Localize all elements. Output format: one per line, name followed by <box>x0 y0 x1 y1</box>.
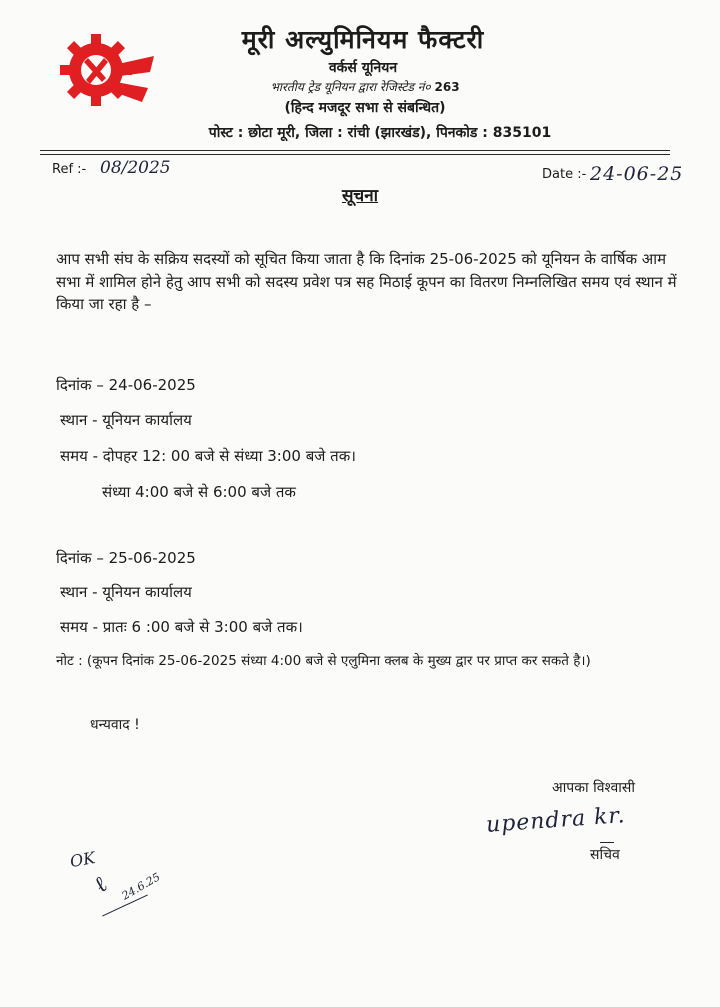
initial-mark: ℓ <box>89 872 113 898</box>
org-subtitle: वर्कर्स यूनियन <box>328 60 398 76</box>
schedule-1-date: दिनांक – 24-06-2025 <box>56 376 196 394</box>
note: नोट : (कूपन दिनांक 25-06-2025 संध्या 4:00 बजे से एलुमिना क्लब के मुख्य द्वार पर प्राप्त कर सकते है।) <box>56 653 591 669</box>
schedule-2-time: समय - प्रातः 6 :00 बजे से 3:00 बजे तक। <box>60 618 303 636</box>
union-logo <box>58 28 158 110</box>
notice-body: आप सभी संघ के सक्रिय सदस्यों को सूचित किया जाता है कि दिनांक 25-06-2025 को यूनियन के वार्षिक आम सभा में शामिल होने हेतु आप सभी को सदस्य प्रवेश पत्र सह मिठाई कूपन का वितरण निम्नलिखित समय एवं स्थान में किया जा रहा है – <box>56 250 677 313</box>
registration-line <box>200 78 530 95</box>
ref-label: Ref :- <box>52 162 87 177</box>
registration-prefix: भारतीय ट्रेड यूनियन द्वारा रेजिस्टेड नं० <box>270 80 431 94</box>
org-name: मूरी अल्युमिनियम फैक्टरी <box>241 25 485 54</box>
signature: upendra kr. <box>485 803 627 838</box>
header-divider-2 <box>40 154 670 155</box>
closing: आपका विश्वासी <box>552 780 635 796</box>
ok-mark: OK <box>68 847 97 872</box>
schedule-1-time-extra: संध्या 4:00 बजे से 6:00 बजे तक <box>102 483 296 501</box>
designation: सचिव <box>590 847 620 863</box>
affiliation: (हिन्द मजदूर सभा से संबन्धित) <box>284 100 446 116</box>
notice-title: सूचना <box>341 186 379 206</box>
thanks: धन्यवाद ! <box>90 717 140 733</box>
header-divider <box>40 150 670 151</box>
ref-number: 08/2025 <box>100 158 171 178</box>
schedule-1-time: समय - दोपहर 12: 00 बजे से संध्या 3:00 बजे तक। <box>60 447 356 465</box>
signature-dash <box>600 842 614 843</box>
initial-date: 24.6.25 <box>119 870 163 903</box>
schedule-1-place: स्थान - यूनियन कार्यालय <box>60 411 192 429</box>
schedule-2-place: स्थान - यूनियन कार्यालय <box>60 583 192 601</box>
address: पोस्ट : छोटा मूरी, जिला : रांची (झारखंड), पिनकोड : 835101 <box>208 125 552 141</box>
date-label: Date :- <box>542 167 587 182</box>
registration-number: 263 <box>434 80 460 94</box>
schedule-2-date: दिनांक – 25-06-2025 <box>56 549 196 567</box>
date-value: 24-06-25 <box>590 163 684 185</box>
